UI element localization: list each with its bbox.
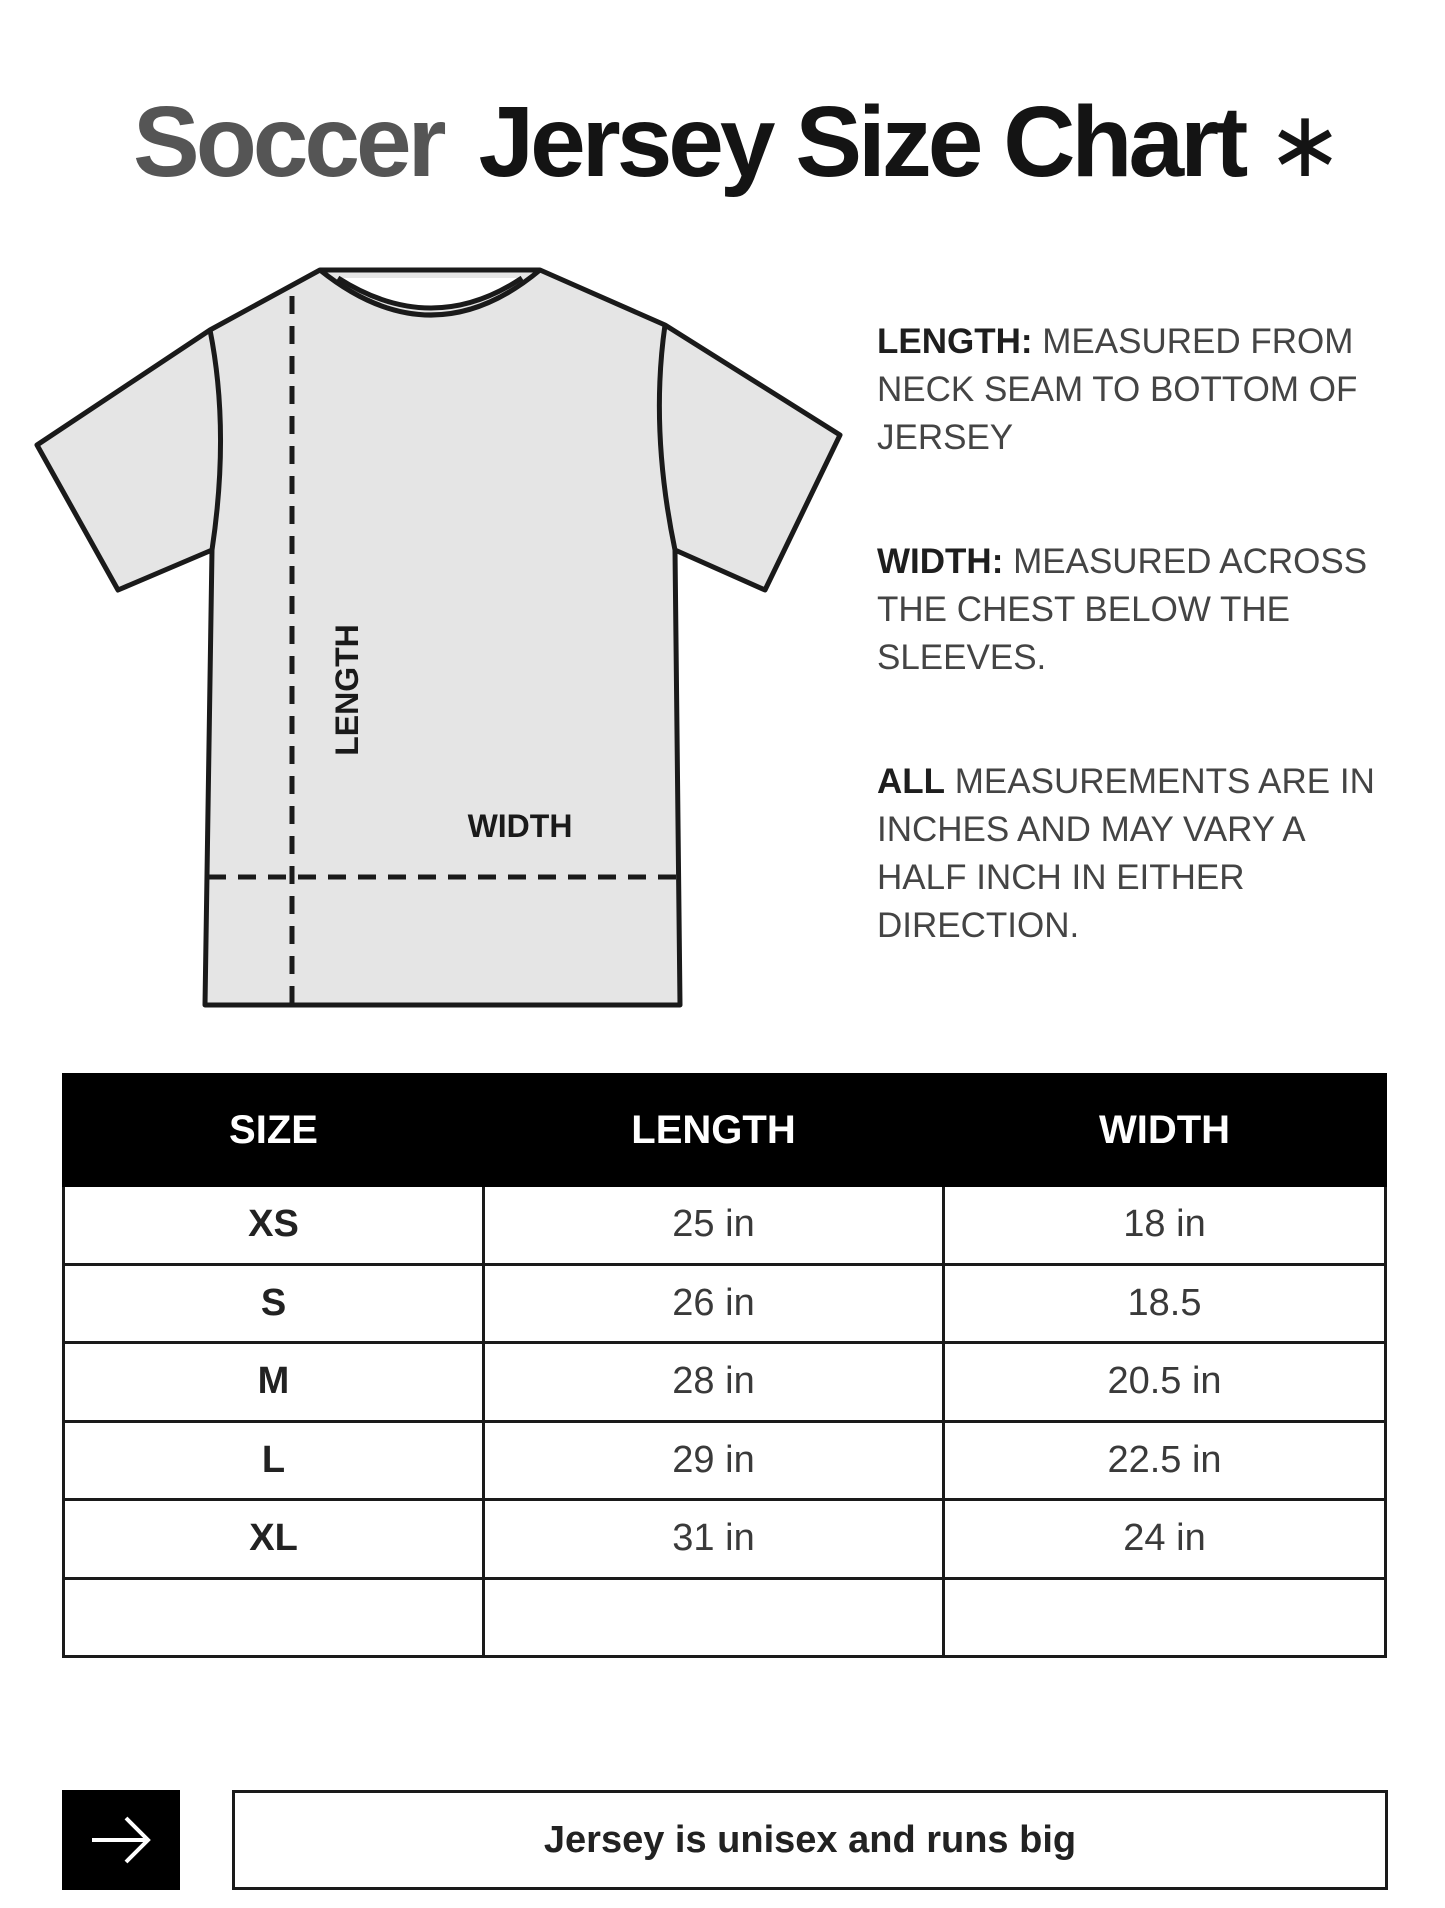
note-units: ALL MEASUREMENTS ARE IN INCHES AND MAY VARY A HALF INCH IN EITHER DIRECTION. [877,762,1375,945]
size-table [62,1073,1387,1658]
cell-width: 24 in [944,1500,1386,1579]
cell-length: 29 in [484,1421,944,1500]
cell-length: 28 in [484,1343,944,1422]
cell-size [64,1578,484,1657]
arrow-button[interactable] [62,1790,180,1890]
fit-note-text: Jersey is unisex and runs big [543,1818,1077,1861]
table-row [64,1500,1386,1579]
cell-width [944,1578,1386,1657]
note-length: LENGTH: MEASURED FROM NECK SEAM TO BOTTOM OF JERSEY [877,322,1358,457]
cell-size: L [64,1421,484,1500]
title-word-soccer: Soccer [133,86,443,198]
jersey-diagram [0,250,860,1030]
table-row [64,1264,1386,1343]
cell-width: 18.5 [944,1264,1386,1343]
cell-size: S [64,1264,484,1343]
asterisk-icon: ∗ [1266,94,1344,196]
cell-length: 31 in [484,1500,944,1579]
note-width: WIDTH: MEASURED ACROSS THE CHEST BELOW THE SLEEVES. [877,542,1368,677]
table-row-empty [64,1578,1386,1657]
cell-width: 20.5 in [944,1343,1386,1422]
header-size: SIZE [64,1075,484,1186]
measurement-notes [877,318,1397,1026]
table-row [64,1343,1386,1422]
cell-width: 22.5 in [944,1421,1386,1500]
length-label: LENGTH [329,624,365,756]
cell-length [484,1578,944,1657]
fit-note-box [232,1790,1388,1890]
title-main: Jersey Size Chart [478,86,1245,198]
shirt-outline [37,270,840,1005]
page-title [133,86,1344,198]
header-length: LENGTH [484,1075,944,1186]
table-row [64,1186,1386,1265]
cell-size: M [64,1343,484,1422]
table-header-row [64,1075,1386,1186]
cell-size: XS [64,1186,484,1265]
cell-length: 25 in [484,1186,944,1265]
cell-length: 26 in [484,1264,944,1343]
table-row [64,1421,1386,1500]
width-label: WIDTH [467,808,573,844]
cell-width: 18 in [944,1186,1386,1265]
cell-size: XL [64,1500,484,1579]
arrow-right-icon [62,1790,180,1890]
header-width: WIDTH [944,1075,1386,1186]
